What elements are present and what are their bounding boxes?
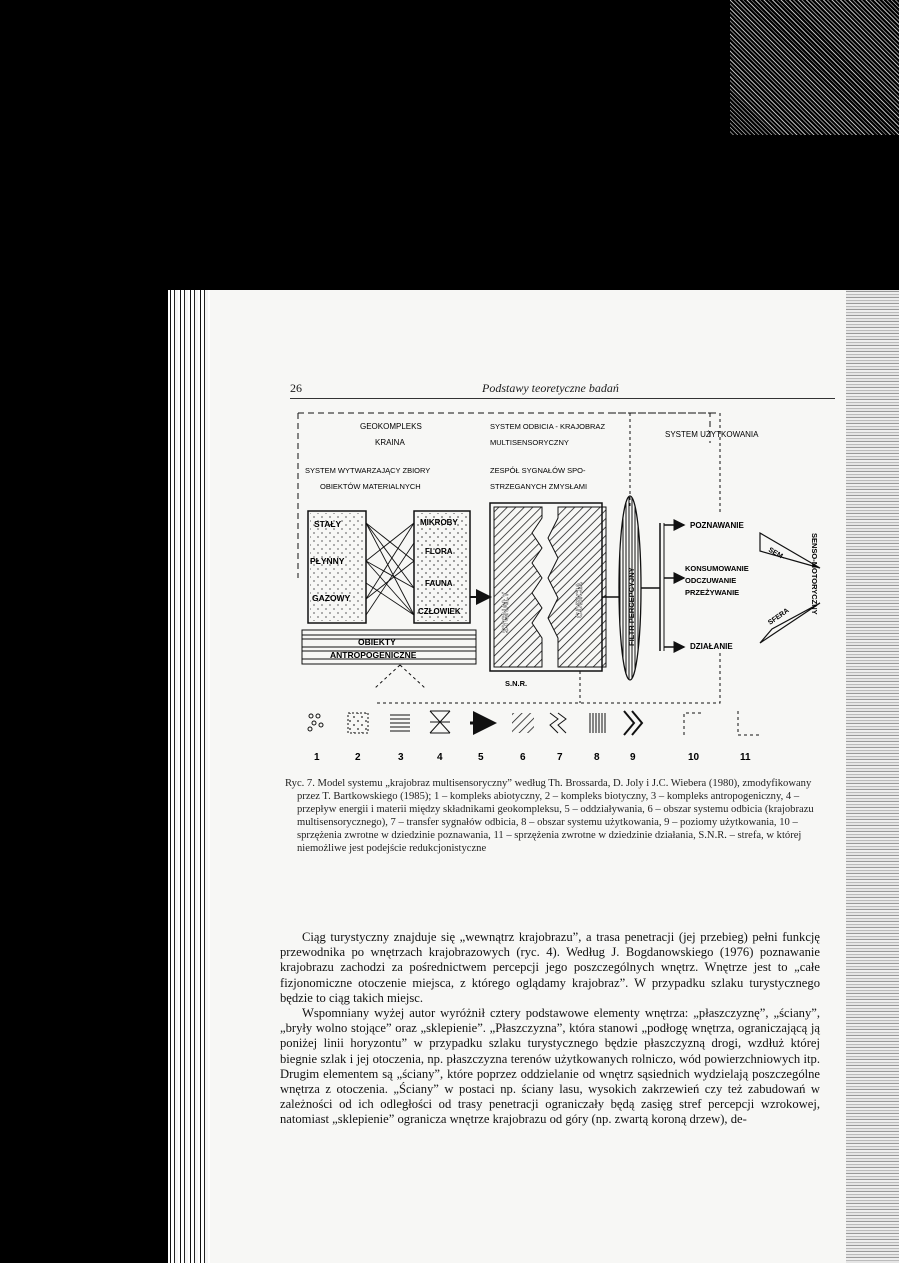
- label-system-wytwarzajacy-1: SYSTEM WYTWARZAJĄCY ZBIORY: [305, 466, 431, 475]
- reflection-label: ODBICIA: [574, 582, 584, 618]
- scan-noise: [730, 0, 899, 135]
- legend-number-4: 4: [437, 752, 443, 763]
- label-system-wytwarzajacy-2: OBIEKTÓW MATERIALNYCH: [320, 482, 421, 491]
- label-geokompleks: GEOKOMPLEKS: [360, 422, 422, 431]
- legend-symbol-1: [308, 714, 323, 731]
- biotic-human: CZŁOWIEK: [418, 607, 461, 616]
- label-kraina: KRAINA: [375, 438, 405, 447]
- legend-number-2: 2: [355, 752, 361, 763]
- body-text: [280, 930, 820, 1128]
- label-system-odbicia: SYSTEM ODBICIA - KRAJOBRAZ: [490, 422, 606, 431]
- legend-number-6: 6: [520, 752, 526, 763]
- system-diagram: [280, 403, 825, 775]
- label-zespol-2: STRZEGANYCH ZMYSŁAMI: [490, 482, 588, 491]
- legend-number-10: 10: [688, 752, 700, 763]
- filter-label: FILTR PERCEPCYJNY: [627, 567, 636, 646]
- legend-symbol-8: [588, 713, 606, 733]
- legend-symbol-2: [348, 713, 368, 733]
- sem-label: SEM-: [767, 546, 786, 562]
- legend-symbol-4: [430, 711, 450, 733]
- biotic-flora: FLORA: [425, 547, 453, 556]
- anthropogenic-label-1: OBIEKTY: [358, 637, 396, 647]
- legend-number-7: 7: [557, 752, 563, 763]
- signals-label: SYGNAŁY: [500, 591, 510, 633]
- paragraph-1: Ciąg turystyczny znajduje się „wewnątrz krajobrazu”, a trasa penetracji (jej przebieg) pełni funkcję przewodnika po wnętrzach krajobrazowych (ryc. 4). Według J. Bogdanowskiego (1976) poznawanie krajobrazu zachodzi za pośrednictwem percepcji jego poszczególnych wnętrz. Wnętrze jest to „całe fizjonomiczne otoczenie miejsca, z którego oglądamy krajobraz”. W przypadku szlaku turystycznego będzie to ciąg takich miejsc.: [280, 930, 820, 1005]
- output-konsumowanie: KONSUMOWANIE: [685, 564, 749, 573]
- senso-label: SENSO-MOTORYCZNY: [810, 533, 819, 615]
- output-odczuwanie: ODCZUWANIE: [685, 576, 737, 585]
- output-poznawanie: POZNAWANIE: [690, 521, 744, 530]
- legend-number-1: 1: [314, 752, 320, 763]
- legend-number-5: 5: [478, 752, 484, 763]
- energy-flow-crossing: [366, 523, 414, 615]
- snr-label: S.N.R.: [505, 679, 528, 688]
- anthropogenic-label-2: ANTROPOGENICZNE: [330, 650, 417, 660]
- legend-symbol-7: [550, 713, 566, 733]
- legend-number-8: 8: [594, 752, 600, 763]
- figure-legend: [308, 711, 762, 735]
- label-zespol-1: ZESPÓŁ SYGNAŁÓW SPO-: [490, 466, 586, 475]
- legend-symbol-11: [738, 711, 762, 735]
- paragraph-2: Wspomniany wyżej autor wyróżnił cztery podstawowe elementy wnętrza: „płaszczyznę”, „ściany”, „bryły wolno stojące” oraz „sklepienie”. „Płaszczyzna”, która stanowi „podłogę wnętrza, ograniczającą ją poniżej linii horyzontu” w przypadku szlaku turystycznego będzie płaszczyzną drogi, wzdłuż której biegnie szlak i jej otoczenia, np. płaszczyzna terenów użytkowanych rolniczo, wód powierzchniowych itp. Drugim elementem są „ściany”, które poprzez oddzielanie od wnętrz sąsiednich wydzielają poszczególne wnętrza z otoczenia. „Ściany” w postaci np. ściany lasu, wysokich zakrzewień czy też zabudowań w zależności od ich odległości od trasy penetracji ograniczały będą zasięg stref percepcji wzrokowej, natomiast „sklepienie” ogranicza wnętrze krajobrazu od góry (np. zwartą koroną drzew), de-: [280, 1006, 820, 1127]
- figure-caption: [285, 777, 825, 856]
- running-title: Podstawy teoretyczne badań: [482, 381, 619, 395]
- biotic-fauna: FAUNA: [425, 579, 453, 588]
- legend-symbol-10: [684, 713, 704, 735]
- book-binding-edge: [168, 290, 210, 1263]
- abiotic-solid: STAŁY: [314, 519, 342, 529]
- legend-symbol-6: [512, 713, 534, 733]
- abiotic-gas: GAZOWY: [312, 593, 351, 603]
- biotic-microbes: MIKROBY: [420, 518, 458, 527]
- scan-background-left: [0, 290, 168, 1263]
- label-system-uzytkowania: SYSTEM UŻYTKOWANIA: [665, 430, 759, 439]
- output-dzialanie: DZIAŁANIE: [690, 642, 733, 651]
- sfera-label: SFERA: [767, 607, 791, 627]
- header-rule: [290, 398, 835, 399]
- book-page-edge: [846, 290, 899, 1263]
- legend-symbol-9: [624, 711, 642, 735]
- legend-symbol-3: [390, 715, 410, 731]
- figure-caption-text: Ryc. 7. Model systemu „krajobraz multisensoryczny” według Th. Brossarda, D. Joly i J.C. Wiebera (1980), zmodyfikowany przez T. Bartkowskiego (1985); 1 – kompleks abiotyczny, 2 – kompleks biotyczny, 3 – kompleks antropogeniczny, 4 – przepływ energii i materii między składnikami geokompleksu, 5 – oddziaływania, 6 – obszar systemu odbicia (krajobrazu multisensorycznego), 7 – transfer sygnałów odbicia, 8 – obszar systemu użytkowania, 9 – poziomy użytkowania, 10 – sprzężenia zwrotne w dziedzinie poznawania, 11 – sprzężenia zwrotne w dziedzinie działania, S.N.R. – strefa, w której niemożliwe jest podejście redukcjonistyczne: [285, 778, 814, 855]
- legend-number-3: 3: [398, 752, 404, 763]
- legend-number-9: 9: [630, 752, 636, 763]
- output-przezywanie: PRZEŻYWANIE: [685, 588, 740, 597]
- legend-number-11: 11: [740, 752, 751, 763]
- page-number: 26: [290, 381, 302, 395]
- abiotic-liquid: PŁYNNY: [310, 556, 345, 566]
- label-multisensoryczny: MULTISENSORYCZNY: [490, 438, 569, 447]
